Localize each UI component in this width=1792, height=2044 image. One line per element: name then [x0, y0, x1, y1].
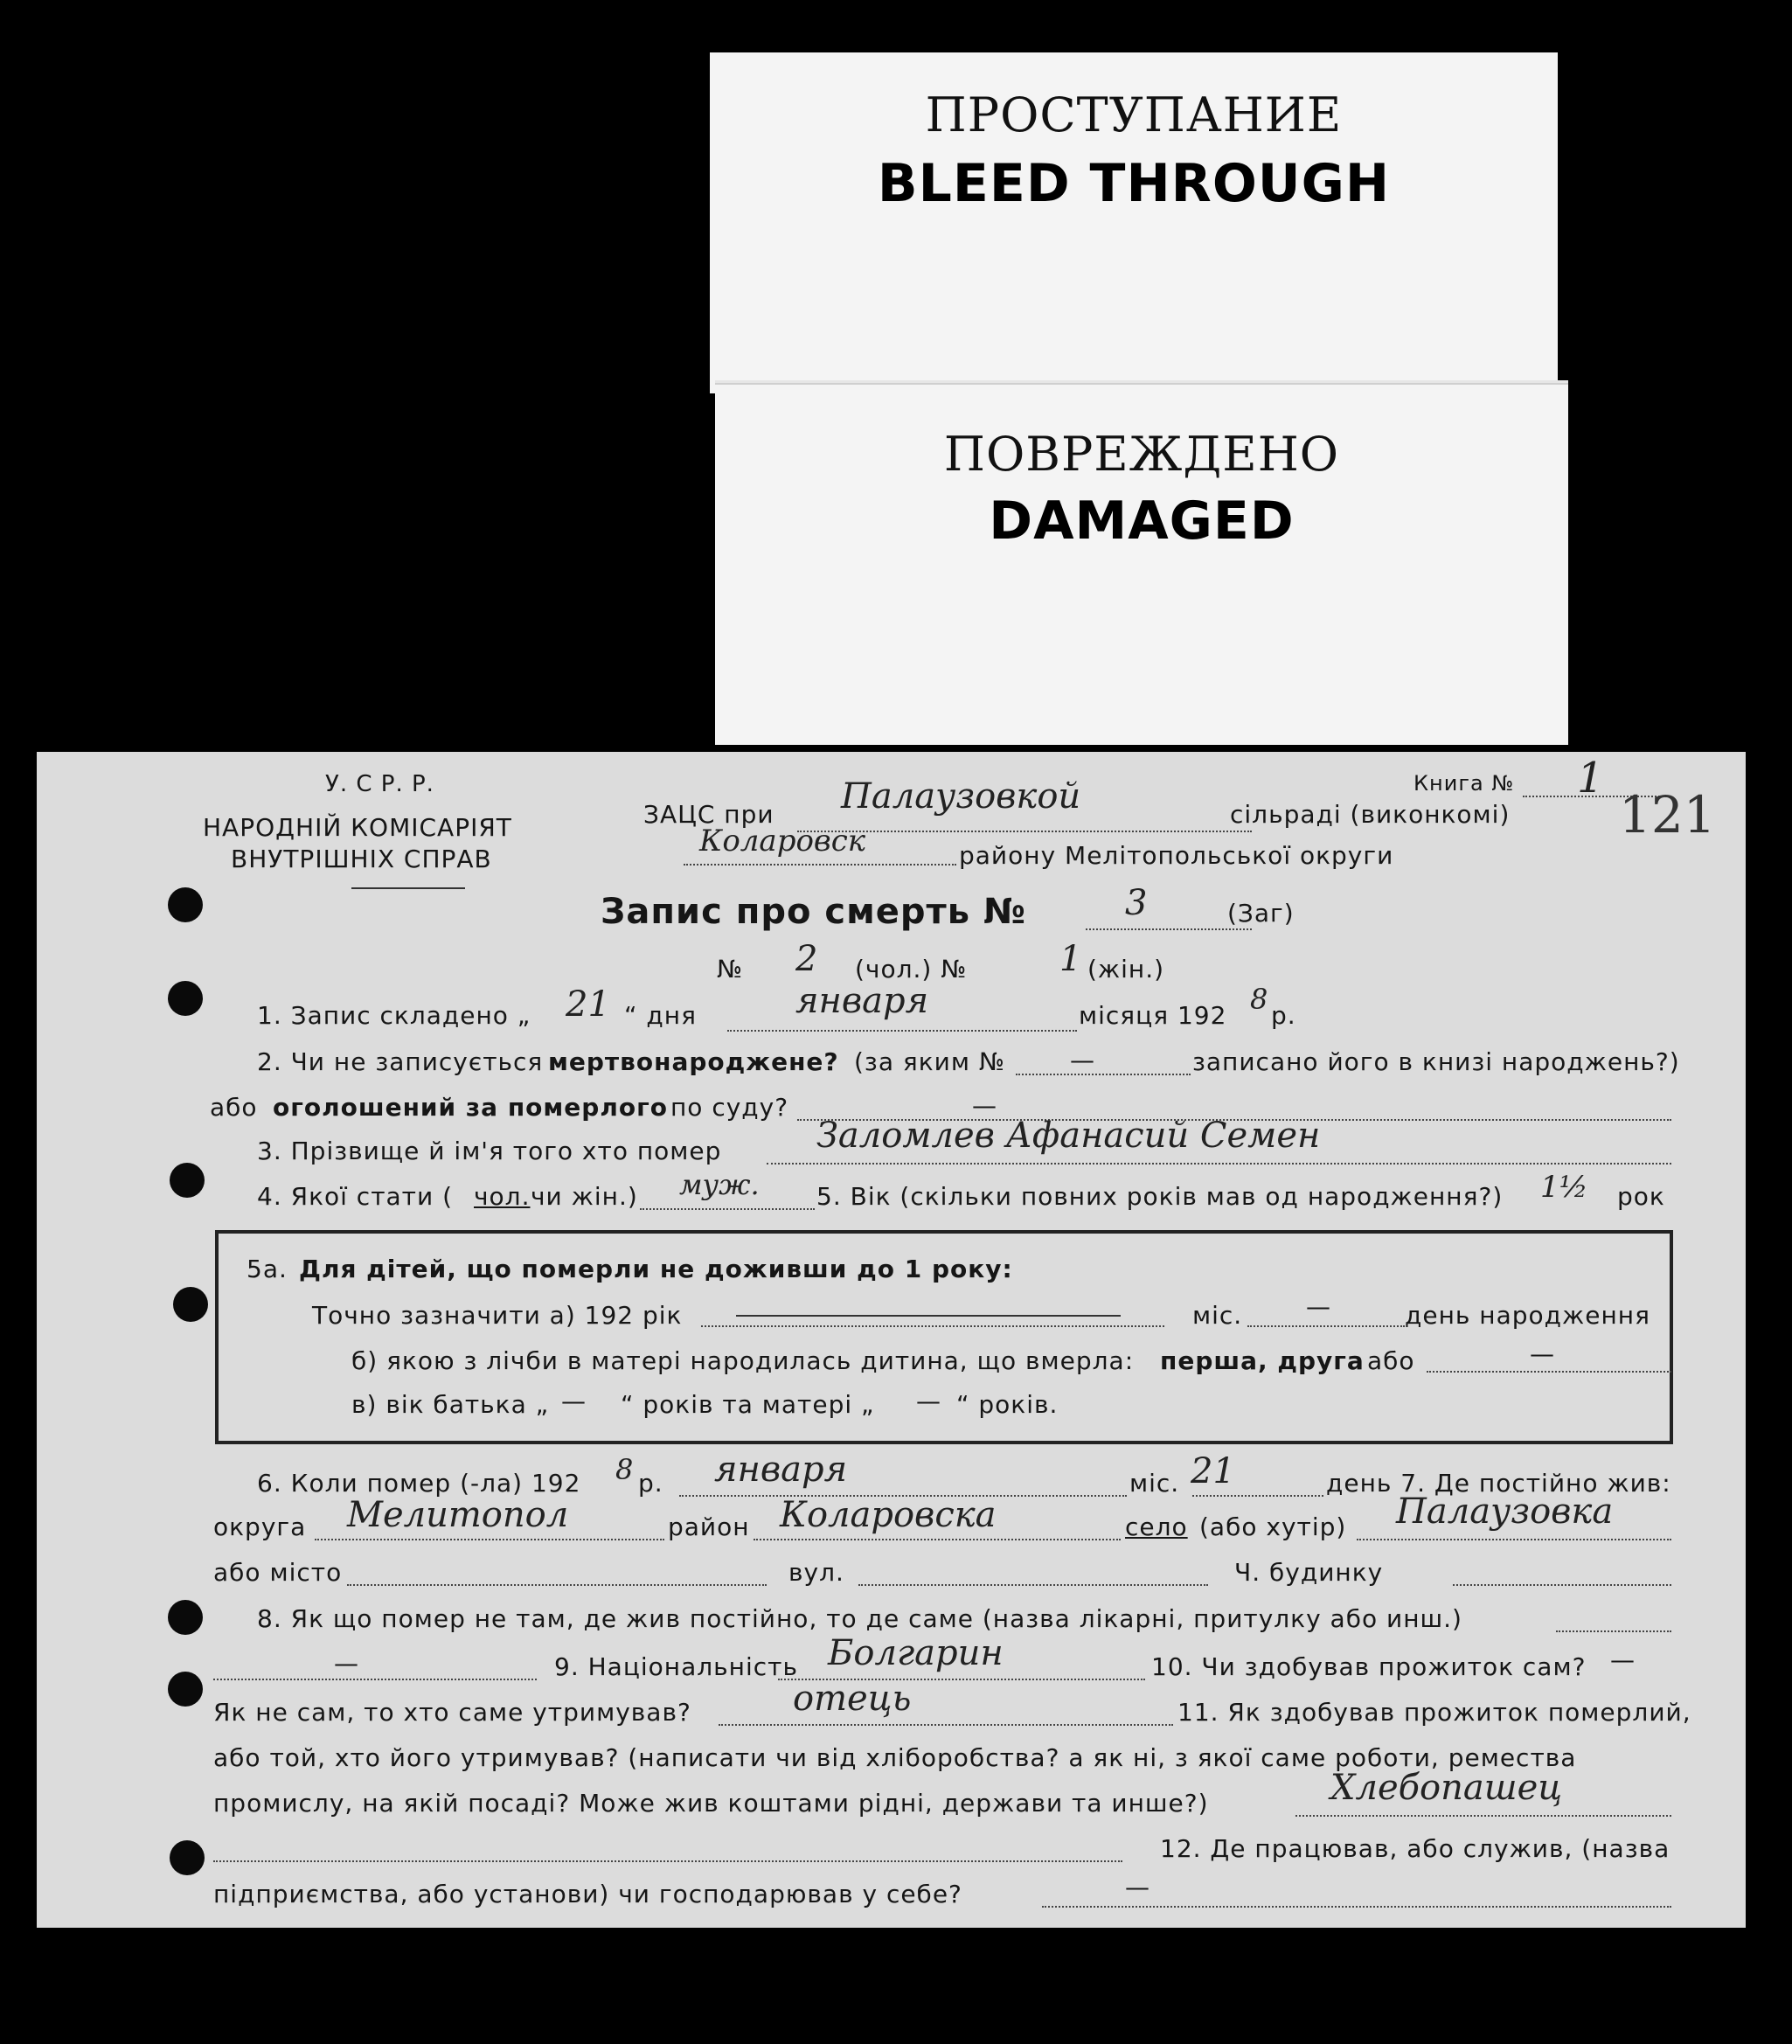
field-7-village-line	[1357, 1539, 1671, 1540]
field-1-month: января	[795, 981, 929, 1021]
field-5-unit: рок	[1617, 1182, 1665, 1211]
field-8-line	[1556, 1630, 1671, 1632]
district-line	[684, 864, 956, 866]
field-9-nationality: Болгарин	[828, 1633, 1004, 1673]
field-11-label: 11. Як здобував прожиток померлий,	[1177, 1698, 1691, 1727]
bleed-through-ru-text: ПРОСТУПАНИЕ	[925, 87, 1343, 143]
field-5a-year-line	[701, 1325, 1164, 1327]
field-6-month-label: міс.	[1129, 1469, 1180, 1498]
district-suffix: району Мелітопольської округи	[959, 841, 1394, 870]
field-5a-order-options: перша, друга	[1160, 1346, 1365, 1375]
field-1-month-line	[727, 1030, 1077, 1032]
field-7-city-line	[347, 1584, 767, 1586]
field-11-occupation-line	[1295, 1815, 1671, 1817]
field-3-label: 3. Прізвище й ім'я того хто помер	[257, 1137, 722, 1165]
record-number-line	[1086, 928, 1252, 930]
damaged-en-text: DAMAGED	[989, 490, 1295, 552]
field-5a-or: або	[1367, 1346, 1415, 1375]
death-record-form	[37, 752, 1746, 1928]
commissariat-line-2: ВНУТРІШНІХ СПРАВ	[231, 845, 492, 873]
field-5a-month-label: міс.	[1192, 1301, 1243, 1330]
field-2-number-line	[1016, 1074, 1191, 1075]
record-number-suffix: (Заг)	[1227, 899, 1295, 928]
field-7-street-label: вул.	[788, 1558, 844, 1587]
field-5a-title: Для дітей, що померли не доживши до 1 року:	[299, 1255, 1013, 1283]
field-7-village: Палаузовка	[1396, 1491, 1614, 1532]
field-7-okruga-label: округа	[213, 1512, 307, 1541]
field-5a-year-dash	[736, 1315, 1121, 1317]
field-7-house-line	[1453, 1584, 1671, 1586]
field-6-year-suffix: р.	[638, 1469, 663, 1498]
field-6-month: января	[714, 1450, 848, 1490]
field-12-dash: —	[1125, 1873, 1150, 1901]
field-10-dash: —	[1610, 1645, 1636, 1674]
zags-village-value: Палаузовкой	[841, 776, 1081, 817]
field-10-supporter-line	[719, 1724, 1173, 1726]
field-4-sex: муж.	[679, 1168, 760, 1201]
field-8-dash: —	[334, 1649, 359, 1678]
field-7-hamlet-label: (або хутір)	[1199, 1512, 1347, 1541]
field-5a-day-label: день народження	[1405, 1301, 1650, 1330]
field-1-day: 21	[566, 984, 610, 1025]
field-6-day: 21	[1191, 1451, 1235, 1491]
field-4-sex-line	[640, 1208, 815, 1210]
record-title: Запис про смерть №	[601, 892, 1027, 932]
field-4-male-option: чол.	[474, 1182, 531, 1211]
field-10-label: 10. Чи здобував прожиток сам?	[1151, 1652, 1587, 1681]
field-5a-order-line	[1427, 1371, 1671, 1373]
bleed-through-label	[710, 52, 1558, 393]
field-12-line	[1042, 1906, 1671, 1908]
field-5a-father-label: в) вік батька „	[351, 1390, 550, 1419]
field-2-birth-book: записано його в книзі народжень?)	[1192, 1047, 1680, 1076]
field-10-supporter: отець	[793, 1679, 912, 1719]
field-2-stillborn: мертвонароджене?	[548, 1047, 839, 1076]
field-1-year-suffix: р.	[1271, 1001, 1296, 1030]
field-7-city-label: або місто	[213, 1558, 343, 1587]
field-8-line-2	[213, 1679, 537, 1680]
female-number-value: 1	[1059, 939, 1082, 979]
republic-header: У. С Р. Р.	[325, 771, 434, 797]
field-6-day-label: день 7. Де постійно жив:	[1326, 1469, 1671, 1498]
field-2-declared-dead: оголошений за померлого	[273, 1093, 668, 1122]
field-7-house-label: Ч. будинку	[1234, 1558, 1384, 1587]
field-1-label: 1. Запис складено „	[257, 1001, 531, 1030]
punch-hole	[168, 887, 203, 922]
field-5a-mother-age: —	[916, 1387, 941, 1415]
punch-hole	[168, 981, 203, 1016]
punch-hole	[173, 1287, 208, 1322]
field-5-age: 1½	[1540, 1170, 1588, 1205]
field-2-number-dash: —	[1070, 1046, 1095, 1074]
field-5a-line1-label: Точно зазначити а) 192 рік	[312, 1301, 683, 1330]
field-1-month-suffix: місяця 192	[1079, 1001, 1227, 1030]
zags-suffix: сільраді (виконкомі)	[1230, 800, 1511, 829]
damaged-label	[715, 383, 1568, 745]
field-2-number-label: (за яким №	[854, 1047, 1005, 1076]
field-12-question: підприємства, або установи) чи господарював у себе?	[213, 1880, 962, 1908]
field-4-label: 4. Якої стати (	[257, 1182, 453, 1211]
field-11-occupation: Хлебопашец	[1330, 1768, 1563, 1808]
book-label: Книга №	[1413, 771, 1515, 796]
field-3-name: Заломлев Афанасий Семен	[816, 1116, 1321, 1156]
field-7-raion: Коларовска	[780, 1495, 997, 1535]
field-9-label: 9. Національність	[554, 1652, 798, 1681]
field-5a-years-suffix: “ років.	[956, 1390, 1059, 1419]
field-5a-month-dash: —	[1306, 1292, 1331, 1321]
zags-prefix: ЗАЦС при	[643, 800, 774, 829]
field-11-extra-line	[213, 1860, 1122, 1862]
field-6-label: 6. Коли помер (-ла) 192	[257, 1469, 581, 1498]
male-number-value: 2	[795, 939, 818, 979]
field-5a-mother-label: “ років та матері „	[621, 1390, 875, 1419]
field-8-label: 8. Як що помер не там, де жив постійно, то де саме (назва лікарні, притулку або инш.)	[257, 1604, 1462, 1633]
field-2-court-dash: —	[972, 1091, 997, 1120]
field-7-village-label: село	[1125, 1512, 1188, 1541]
header-divider	[351, 887, 465, 889]
record-number-value: 3	[1125, 883, 1148, 923]
punch-hole	[168, 1672, 203, 1707]
punch-hole	[170, 1163, 205, 1198]
male-number-label: №	[717, 955, 744, 984]
female-number-suffix: (жін.)	[1087, 955, 1165, 984]
field-3-name-line	[767, 1163, 1671, 1165]
field-7-raion-label: район	[668, 1512, 750, 1541]
field-4-female-option: чи жін.)	[531, 1182, 638, 1211]
field-5a-month-line	[1247, 1325, 1405, 1327]
field-11-question-line-1: або той, хто його утримував? (написати чи від хліборобства? а як ні, з якої саме роботи, ремества	[213, 1743, 1577, 1772]
field-5a-line2-label: б) якою з лічби в матері народилась дитина, що вмерла:	[351, 1346, 1135, 1375]
field-7-street-line	[858, 1584, 1208, 1586]
field-5a-father-age: —	[561, 1387, 587, 1415]
field-10-supporter-label: Як не сам, то хто саме утримував?	[213, 1698, 691, 1727]
field-2-or: або	[210, 1093, 258, 1122]
field-7-okruga: Мелитопол	[347, 1495, 569, 1535]
field-11-question-line-2: промислу, на якій посаді? Може жив коштами рідні, держави та инше?)	[213, 1789, 1209, 1818]
archive-number: 121	[1619, 785, 1716, 845]
book-number-value: 1	[1577, 754, 1604, 803]
field-12-label: 12. Де працював, або служив, (назва	[1160, 1834, 1670, 1863]
field-1-year: 8	[1250, 983, 1268, 1016]
field-5-label: 5. Вік (скільки повних років мав од народження?)	[816, 1182, 1504, 1211]
field-7-okruga-line	[315, 1539, 664, 1540]
field-2-court: по суду?	[670, 1093, 789, 1122]
field-6-day-line	[1192, 1495, 1323, 1497]
male-number-suffix: (чол.) №	[855, 955, 968, 984]
damaged-ru-text: ПОВРЕЖДЕНО	[943, 427, 1340, 482]
district-value: Коларовск	[699, 824, 866, 859]
field-1-day-suffix: “ дня	[624, 1001, 697, 1030]
punch-hole	[170, 1840, 205, 1875]
commissariat-line-1: НАРОДНІЙ КОМІСАРІЯТ	[203, 813, 512, 842]
field-6-year: 8	[615, 1453, 634, 1486]
field-7-raion-line	[754, 1539, 1121, 1540]
field-5a-order-dash: —	[1530, 1339, 1555, 1368]
bleed-through-en-text: BLEED THROUGH	[877, 153, 1391, 214]
field-5a-label: 5а.	[247, 1255, 288, 1283]
field-2-label: 2. Чи не записується	[257, 1047, 544, 1076]
punch-hole	[168, 1600, 203, 1635]
